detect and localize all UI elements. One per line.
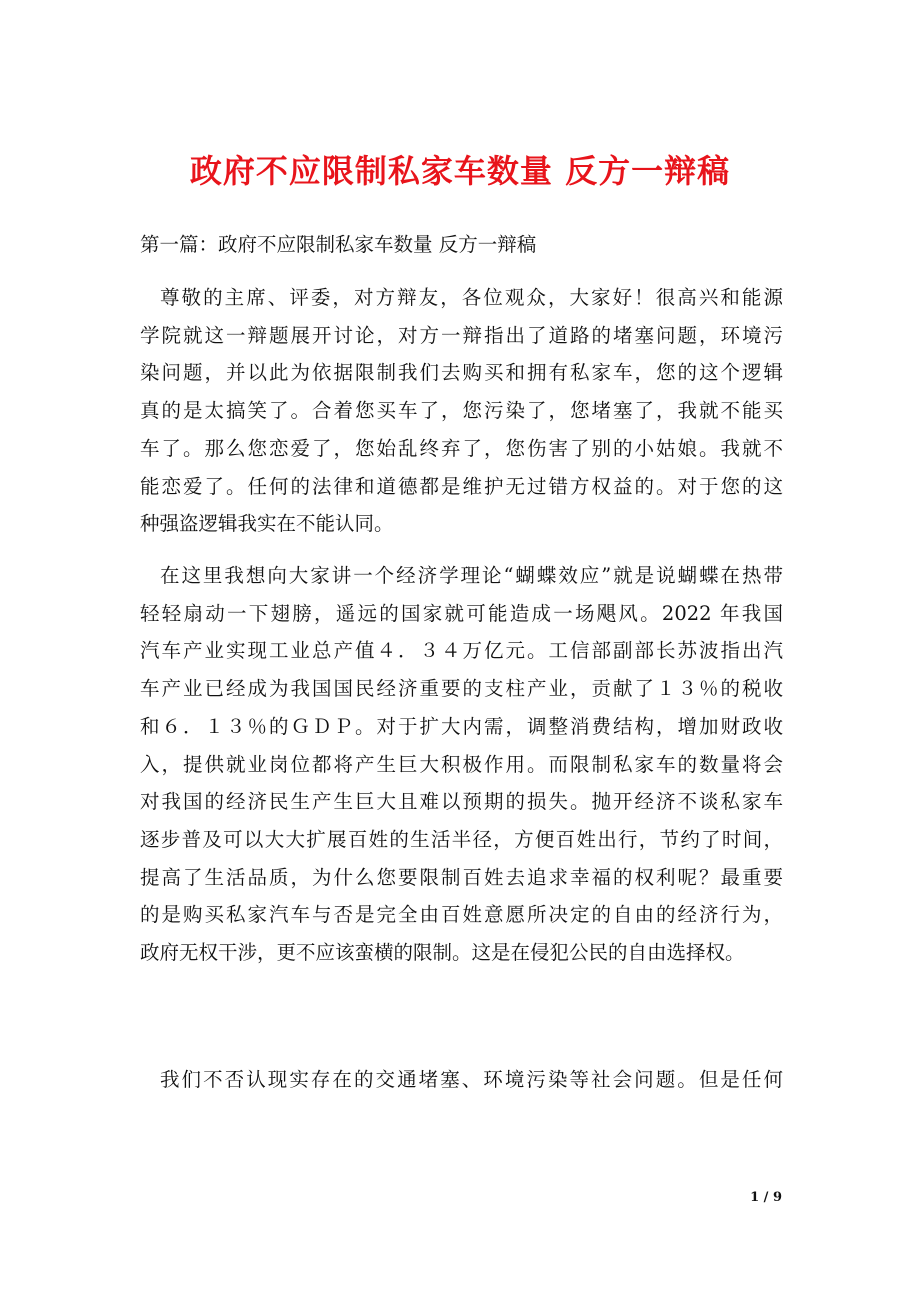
paragraph-line: 能恋爱了。任何的法律和道德都是维护无过错方权益的。对于您的这: [140, 474, 783, 498]
paragraph-line: 政府无权干涉，更不应该蛮横的限制。这是在侵犯公民的自由选择权。: [140, 941, 745, 964]
paragraph-line: 我们不否认现实存在的交通堵塞、环境污染等社会问题。但是任何: [160, 1068, 783, 1091]
page-number: 1 / 9: [750, 1190, 782, 1205]
paragraph-line: 提高了生活品质，为什么您要限制百姓去追求幸福的权利呢？最重要: [140, 865, 783, 889]
paragraph-line: 轻轻扇动一下翅膀，遥远的国家就可能造成一场飓风。2022 年我国: [140, 601, 783, 625]
paragraph-line: 真的是太搞笑了。合着您买车了，您污染了，您堵塞了，我就不能买: [140, 399, 783, 423]
paragraph-line: 的是购买私家汽车与否是完全由百姓意愿所决定的自由的经济行为，: [140, 903, 783, 927]
paragraph-line: 学院就这一辩题展开讨论，对方一辩指出了道路的堵塞问题，环境污: [140, 323, 783, 347]
document-title: 政府不应限制私家车数量 反方一辩稿: [189, 152, 731, 190]
paragraph-line: 染问题，并以此为依据限制我们去购买和拥有私家车，您的这个逻辑: [140, 361, 783, 385]
paragraph-line: 对我国的经济民生产生巨大且难以预期的损失。抛开经济不谈私家车: [140, 790, 783, 814]
paragraph-line: 和６．１３％的ＧＤＰ。对于扩大内需，调整消费结构，增加财政收: [140, 714, 783, 738]
paragraph-line: 入，提供就业岗位都将产生巨大积极作用。而限制私家车的数量将会: [140, 752, 783, 776]
paragraph-line: 尊敬的主席、评委，对方辩友，各位观众，大家好！很高兴和能源: [160, 286, 783, 309]
paragraph-line: 种强盗逻辑我实在不能认同。: [140, 512, 394, 536]
paragraph-line: 逐步普及可以大大扩展百姓的生活半径，方便百姓出行，节约了时间，: [140, 827, 783, 851]
paragraph-line: 车产业已经成为我国国民经济重要的支柱产业，贡献了１３％的税收: [140, 677, 783, 701]
section-heading: 第一篇：政府不应限制私家车数量 反方一辩稿: [140, 233, 537, 256]
paragraph-line: 车了。那么您恋爱了，您始乱终弃了，您伤害了别的小姑娘。我就不: [140, 436, 783, 460]
paragraph-line: 在这里我想向大家讲一个经济学理论“蝴蝶效应”就是说蝴蝶在热带: [160, 564, 783, 587]
paragraph-line: 汽车产业实现工业总产值４．３４万亿元。工信部副部长苏波指出汽: [140, 639, 783, 663]
